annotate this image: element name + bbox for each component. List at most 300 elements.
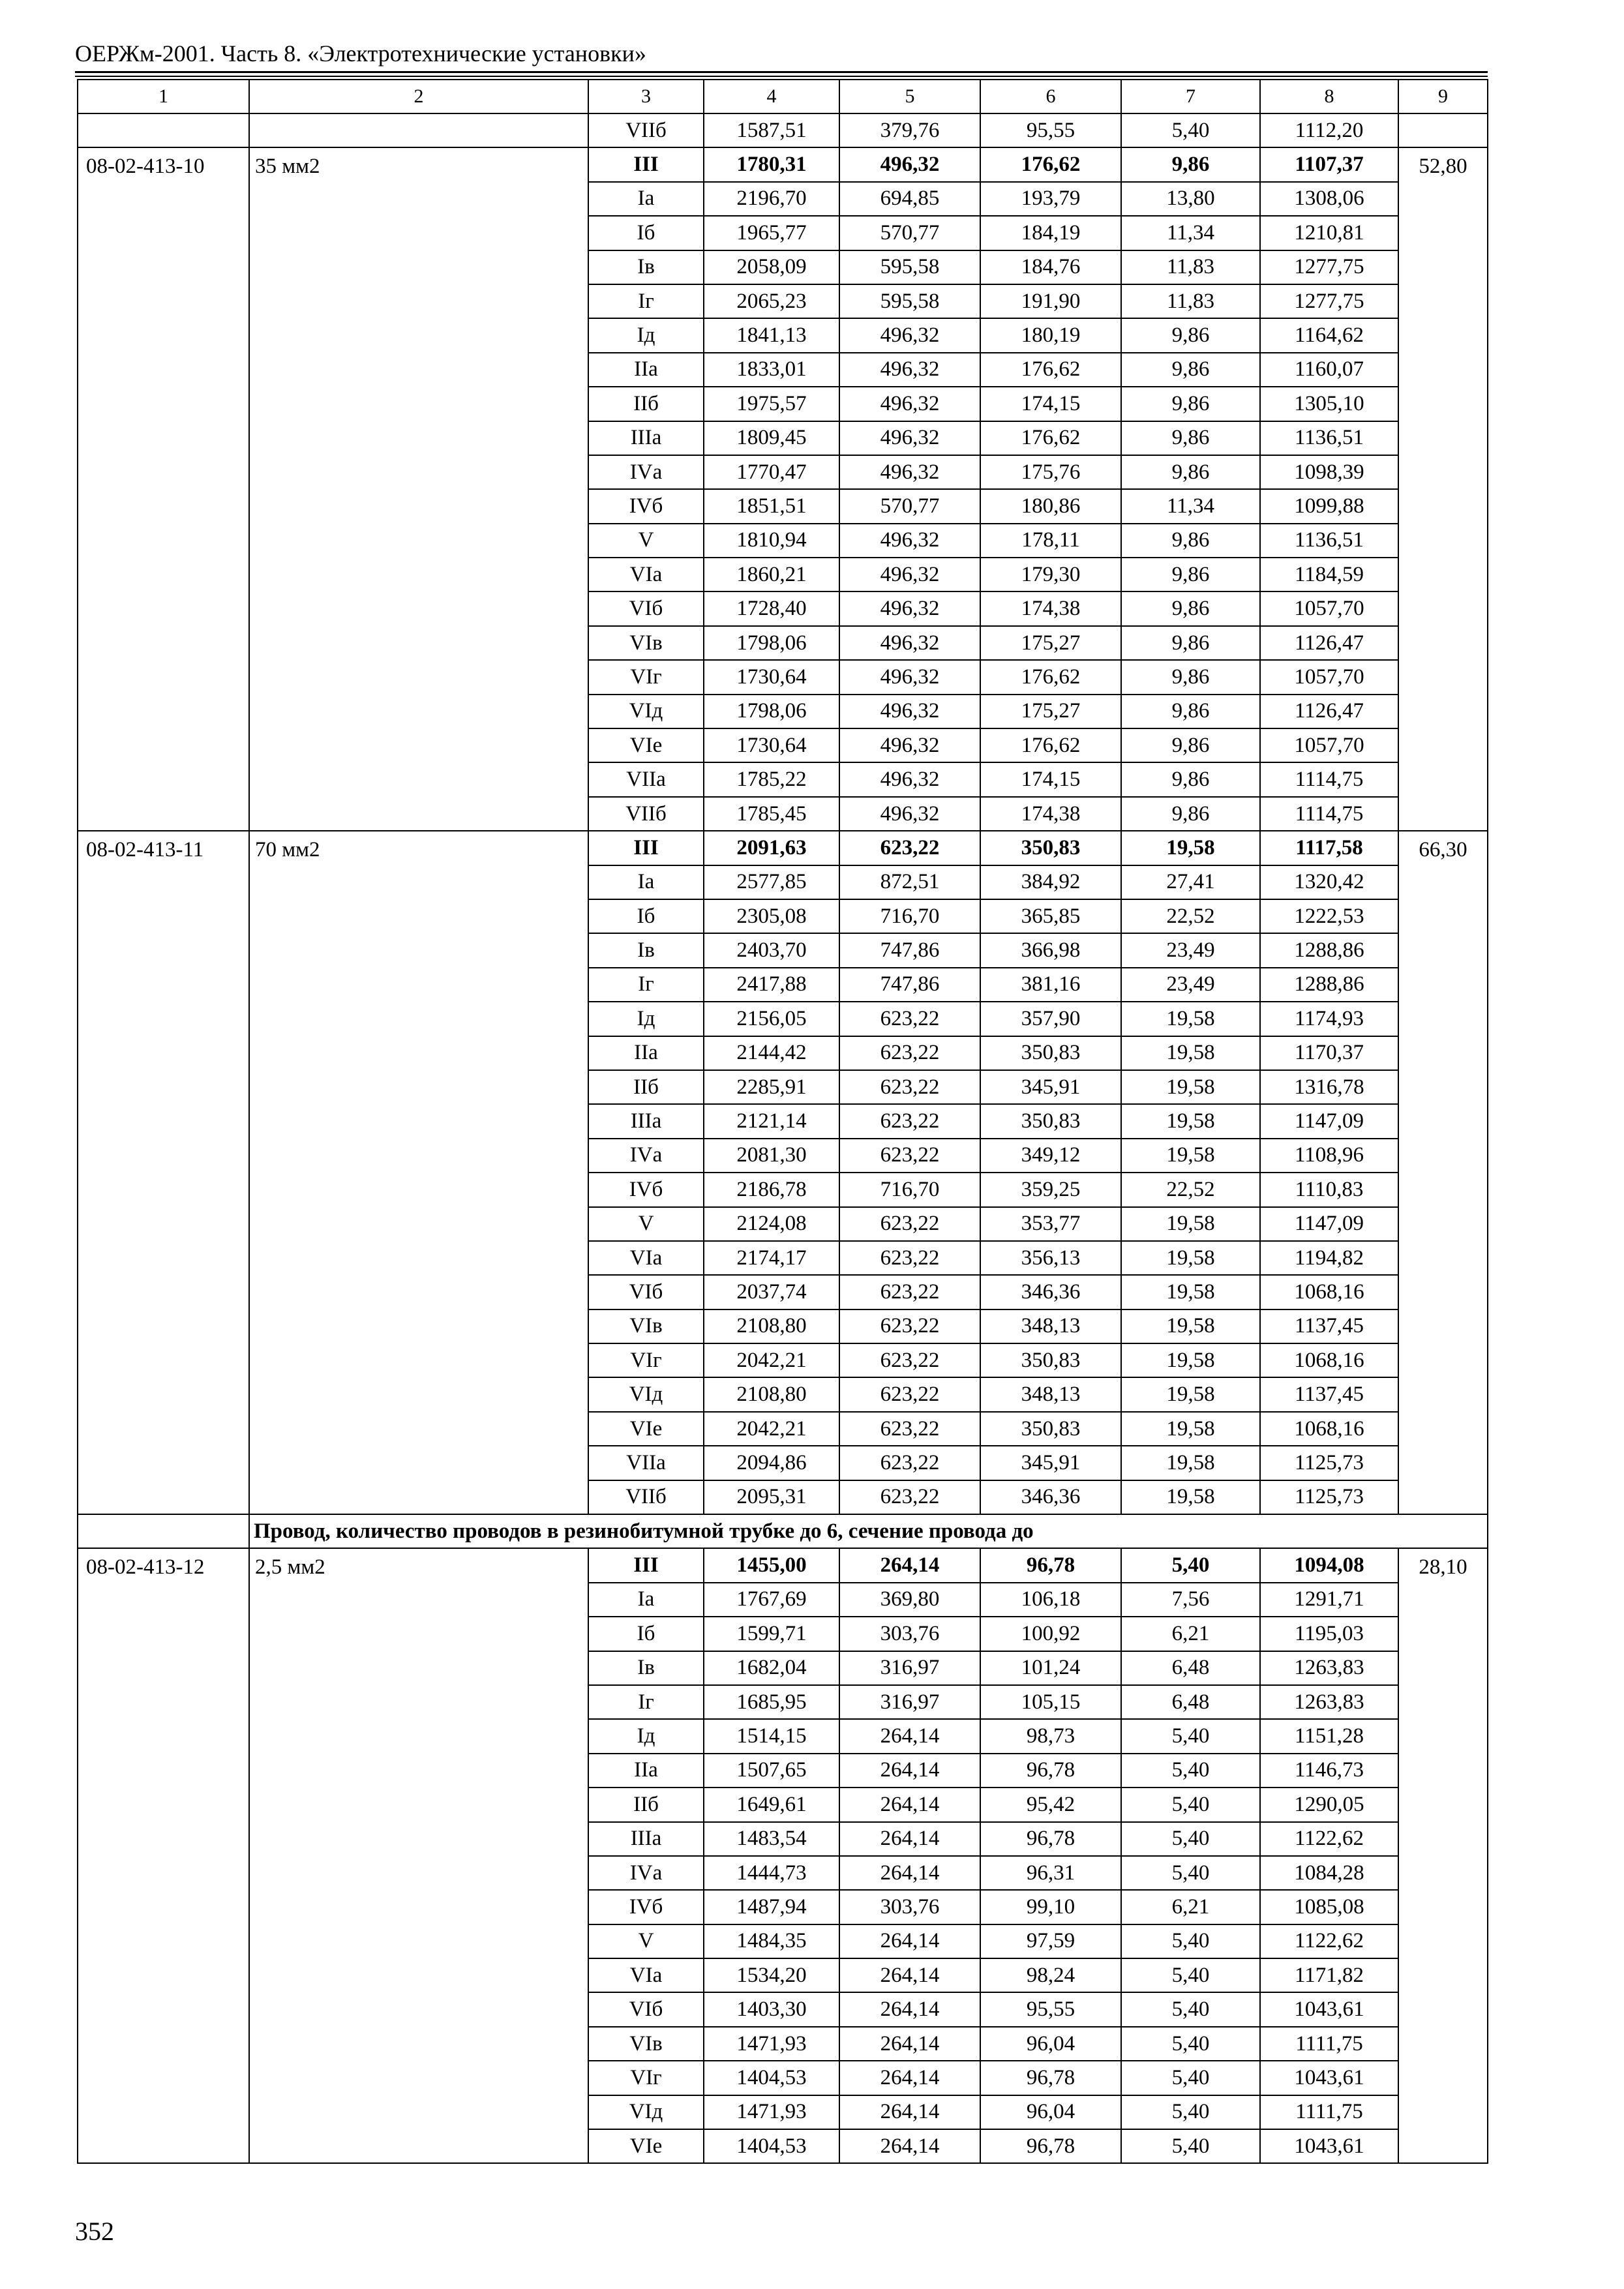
value-cell: 356,13 <box>980 1241 1121 1275</box>
zone-cell: VIв <box>588 626 704 660</box>
rates-table <box>77 79 1488 2164</box>
zone-cell: Iг <box>588 284 704 318</box>
zone-cell: VIе <box>588 728 704 762</box>
value-cell: 2121,14 <box>704 1104 839 1138</box>
value-cell: 180,86 <box>980 489 1121 523</box>
value-cell: 264,14 <box>839 2129 980 2163</box>
value-cell: 2042,21 <box>704 1343 839 1377</box>
zone-cell: VIIа <box>588 762 704 796</box>
value-cell: 369,80 <box>839 1583 980 1617</box>
value-cell: 366,98 <box>980 933 1121 967</box>
value-cell: 1098,39 <box>1260 455 1398 489</box>
value-cell: 2186,78 <box>704 1173 839 1206</box>
zone-cell: Iа <box>588 865 704 899</box>
value-cell: 1112,20 <box>1260 113 1398 147</box>
zone-cell: IVб <box>588 489 704 523</box>
value-cell: 264,14 <box>839 1924 980 1958</box>
value-cell: 1043,61 <box>1260 2129 1398 2163</box>
value-cell: 1860,21 <box>704 558 839 591</box>
value-cell: 19,58 <box>1121 1139 1260 1173</box>
value-cell: 96,04 <box>980 2027 1121 2061</box>
value-cell: 5,40 <box>1121 2061 1260 2095</box>
value-cell: 9,86 <box>1121 421 1260 455</box>
value-cell: 1975,57 <box>704 387 839 421</box>
value-cell: 1288,86 <box>1260 968 1398 1002</box>
value-cell: 350,83 <box>980 1036 1121 1070</box>
value-cell: 1767,69 <box>704 1583 839 1617</box>
value-cell: 264,14 <box>839 1788 980 1821</box>
value-cell: 1487,94 <box>704 1890 839 1924</box>
value-cell: 1587,51 <box>704 113 839 147</box>
zone-cell: Iа <box>588 182 704 216</box>
value-cell: 19,58 <box>1121 1036 1260 1070</box>
value-cell: 2174,17 <box>704 1241 839 1275</box>
value-cell: 6,48 <box>1121 1685 1260 1719</box>
value-cell: 381,16 <box>980 968 1121 1002</box>
value-cell: 379,76 <box>839 113 980 147</box>
value-cell: 623,22 <box>839 1070 980 1104</box>
value-cell: 1728,40 <box>704 591 839 625</box>
value-cell: 99,10 <box>980 1890 1121 1924</box>
value-cell: 19,58 <box>1121 1207 1260 1241</box>
zone-cell: VIIб <box>588 1480 704 1514</box>
zone-cell: VIд <box>588 2095 704 2129</box>
value-cell: 13,80 <box>1121 182 1260 216</box>
value-cell: 2081,30 <box>704 1139 839 1173</box>
value-cell: 303,76 <box>839 1890 980 1924</box>
value-cell: 5,40 <box>1121 2027 1260 2061</box>
value-cell: 350,83 <box>980 831 1121 865</box>
value-cell: 346,36 <box>980 1275 1121 1309</box>
value-cell: 1043,61 <box>1260 2061 1398 2095</box>
value-cell: 1798,06 <box>704 626 839 660</box>
value-cell: 22,52 <box>1121 1173 1260 1206</box>
value-cell: 180,19 <box>980 318 1121 352</box>
value-cell: 1841,13 <box>704 318 839 352</box>
value-cell: 1170,37 <box>1260 1036 1398 1070</box>
zone-cell: VIе <box>588 2129 704 2163</box>
value-cell: 1851,51 <box>704 489 839 523</box>
zone-cell: Iд <box>588 1002 704 1036</box>
value-cell: 496,32 <box>839 421 980 455</box>
section-cell: 2,5 мм2 <box>249 1548 588 2163</box>
zone-cell: VIг <box>588 660 704 694</box>
value-cell: 9,86 <box>1121 626 1260 660</box>
zone-cell: Iб <box>588 216 704 250</box>
zone-cell: Iд <box>588 1719 704 1753</box>
zone-cell: Iв <box>588 1651 704 1685</box>
column-number: 6 <box>980 80 1121 113</box>
zone-cell: VIг <box>588 1343 704 1377</box>
value-cell: 106,18 <box>980 1583 1121 1617</box>
value-cell: 264,14 <box>839 1754 980 1788</box>
zone-cell: IVа <box>588 1856 704 1890</box>
value-cell: 19,58 <box>1121 1343 1260 1377</box>
value-cell: 1057,70 <box>1260 591 1398 625</box>
value-cell: 345,91 <box>980 1070 1121 1104</box>
value-cell: 357,90 <box>980 1002 1121 1036</box>
value-cell: 1111,75 <box>1260 2095 1398 2129</box>
value-cell: 1126,47 <box>1260 626 1398 660</box>
value-cell: 5,40 <box>1121 1548 1260 1582</box>
value-cell: 2417,88 <box>704 968 839 1002</box>
value-cell: 1122,62 <box>1260 1924 1398 1958</box>
value-cell: 1305,10 <box>1260 387 1398 421</box>
value-cell: 95,55 <box>980 113 1121 147</box>
value-cell: 2108,80 <box>704 1377 839 1411</box>
value-cell: 623,22 <box>839 1377 980 1411</box>
value-cell: 1125,73 <box>1260 1446 1398 1480</box>
value-cell: 623,22 <box>839 1207 980 1241</box>
value-cell: 496,32 <box>839 524 980 558</box>
zone-cell: VIа <box>588 558 704 591</box>
value-cell: 9,86 <box>1121 797 1260 831</box>
value-cell: 9,86 <box>1121 524 1260 558</box>
value-cell: 6,48 <box>1121 1651 1260 1685</box>
column-number: 7 <box>1121 80 1260 113</box>
value-cell: 570,77 <box>839 489 980 523</box>
value-cell: 1730,64 <box>704 660 839 694</box>
value-cell: 496,32 <box>839 591 980 625</box>
zone-cell: VIд <box>588 695 704 728</box>
value-cell: 98,73 <box>980 1719 1121 1753</box>
value-cell: 496,32 <box>839 762 980 796</box>
value-cell: 1277,75 <box>1260 284 1398 318</box>
value-cell: 716,70 <box>839 899 980 933</box>
value-cell: 496,32 <box>839 695 980 728</box>
zone-cell: IIа <box>588 1036 704 1070</box>
value-cell: 2058,09 <box>704 250 839 284</box>
value-cell: 365,85 <box>980 899 1121 933</box>
value-cell: 9,86 <box>1121 695 1260 728</box>
value-cell: 95,42 <box>980 1788 1121 1821</box>
value-cell: 747,86 <box>839 933 980 967</box>
value-cell: 1174,93 <box>1260 1002 1398 1036</box>
column-number: 5 <box>839 80 980 113</box>
zone-cell: VIб <box>588 1275 704 1309</box>
value-cell: 9,86 <box>1121 728 1260 762</box>
value-cell: 19,58 <box>1121 1309 1260 1343</box>
value-cell: 27,41 <box>1121 865 1260 899</box>
zone-cell: VIIб <box>588 113 704 147</box>
value-cell: 19,58 <box>1121 1412 1260 1446</box>
value-cell: 11,34 <box>1121 489 1260 523</box>
value-cell: 96,78 <box>980 1822 1121 1856</box>
value-cell: 176,62 <box>980 421 1121 455</box>
zone-cell: VIб <box>588 1992 704 2026</box>
value-cell: 623,22 <box>839 1412 980 1446</box>
value-cell: 179,30 <box>980 558 1121 591</box>
value-cell: 496,32 <box>839 728 980 762</box>
value-cell: 2156,05 <box>704 1002 839 1036</box>
value-cell: 716,70 <box>839 1173 980 1206</box>
value-cell: 316,97 <box>839 1685 980 1719</box>
value-cell: 1137,45 <box>1260 1309 1398 1343</box>
column-number: 9 <box>1398 80 1488 113</box>
value-cell: 2577,85 <box>704 865 839 899</box>
value-cell: 1320,42 <box>1260 865 1398 899</box>
value-cell: 5,40 <box>1121 1992 1260 2026</box>
value-cell: 184,19 <box>980 216 1121 250</box>
value-cell: 9,86 <box>1121 455 1260 489</box>
value-cell: 174,38 <box>980 591 1121 625</box>
zone-cell: VIд <box>588 1377 704 1411</box>
value-cell: 178,11 <box>980 524 1121 558</box>
value-cell: 1770,47 <box>704 455 839 489</box>
value-cell: 1068,16 <box>1260 1343 1398 1377</box>
value-cell: 96,78 <box>980 2061 1121 2095</box>
value-cell: 1108,96 <box>1260 1139 1398 1173</box>
value-cell: 264,14 <box>839 1958 980 1992</box>
zone-cell: III <box>588 1548 704 1582</box>
value-cell: 100,92 <box>980 1617 1121 1651</box>
value-cell: 350,83 <box>980 1412 1121 1446</box>
value-cell: 2095,31 <box>704 1480 839 1514</box>
value-cell: 2094,86 <box>704 1446 839 1480</box>
zone-cell: V <box>588 524 704 558</box>
value-cell: 496,32 <box>839 147 980 181</box>
value-cell: 193,79 <box>980 182 1121 216</box>
value-cell: 19,58 <box>1121 1275 1260 1309</box>
value-cell: 1455,00 <box>704 1548 839 1582</box>
value-cell: 1290,05 <box>1260 1788 1398 1821</box>
value-cell: 350,83 <box>980 1104 1121 1138</box>
zone-cell: IIб <box>588 1070 704 1104</box>
zone-cell: III <box>588 831 704 865</box>
value-cell: 1682,04 <box>704 1651 839 1685</box>
value-cell: 264,14 <box>839 1822 980 1856</box>
value-cell: 23,49 <box>1121 968 1260 1002</box>
value-cell: 105,15 <box>980 1685 1121 1719</box>
table-row <box>78 147 1488 181</box>
column-number: 8 <box>1260 80 1398 113</box>
value-cell: 1160,07 <box>1260 353 1398 387</box>
value-cell: 1146,73 <box>1260 1754 1398 1788</box>
value-cell: 1483,54 <box>704 1822 839 1856</box>
table-row <box>78 831 1488 865</box>
value-cell: 1785,22 <box>704 762 839 796</box>
code-cell: 08-02-413-11 <box>78 831 249 1514</box>
value-cell: 1114,75 <box>1260 797 1398 831</box>
value-cell: 1222,53 <box>1260 899 1398 933</box>
value-cell: 9,86 <box>1121 660 1260 694</box>
value-cell: 1277,75 <box>1260 250 1398 284</box>
zone-cell: IIIа <box>588 1104 704 1138</box>
value-cell: 623,22 <box>839 1241 980 1275</box>
value-cell: 1136,51 <box>1260 421 1398 455</box>
code-cell: 08-02-413-10 <box>78 147 249 831</box>
value-cell: 348,13 <box>980 1377 1121 1411</box>
zone-cell: V <box>588 1207 704 1241</box>
header-rule <box>75 71 1488 73</box>
value-cell: 264,14 <box>839 2061 980 2095</box>
value-cell: 5,40 <box>1121 2095 1260 2129</box>
value-cell: 176,62 <box>980 660 1121 694</box>
value-cell: 1111,75 <box>1260 2027 1398 2061</box>
value-cell: 11,83 <box>1121 284 1260 318</box>
value-cell: 191,90 <box>980 284 1121 318</box>
value-cell: 176,62 <box>980 147 1121 181</box>
value-cell: 264,14 <box>839 1548 980 1582</box>
zone-cell: IIIа <box>588 1822 704 1856</box>
value-cell: 747,86 <box>839 968 980 1002</box>
value-cell: 623,22 <box>839 1446 980 1480</box>
value-cell: 1068,16 <box>1260 1412 1398 1446</box>
value-cell: 96,31 <box>980 1856 1121 1890</box>
value-cell: 872,51 <box>839 865 980 899</box>
value-cell: 1126,47 <box>1260 695 1398 728</box>
value-cell: 623,22 <box>839 1275 980 1309</box>
value-cell: 1195,03 <box>1260 1617 1398 1651</box>
value-cell: 96,78 <box>980 2129 1121 2163</box>
value-cell: 1649,61 <box>704 1788 839 1821</box>
value-cell: 2037,74 <box>704 1275 839 1309</box>
value-cell: 1107,37 <box>1260 147 1398 181</box>
value-cell: 1084,28 <box>1260 1856 1398 1890</box>
value-cell: 7,56 <box>1121 1583 1260 1617</box>
value-cell: 1057,70 <box>1260 728 1398 762</box>
value-cell: 98,24 <box>980 1958 1121 1992</box>
value-cell: 1147,09 <box>1260 1207 1398 1241</box>
value-cell: 349,12 <box>980 1139 1121 1173</box>
value-cell: 174,38 <box>980 797 1121 831</box>
value-cell: 1125,73 <box>1260 1480 1398 1514</box>
value-cell: 1043,61 <box>1260 1992 1398 2026</box>
value-cell: 496,32 <box>839 626 980 660</box>
value-cell: 496,32 <box>839 660 980 694</box>
value-cell: 345,91 <box>980 1446 1121 1480</box>
value-cell: 1184,59 <box>1260 558 1398 591</box>
zone-cell: Iв <box>588 933 704 967</box>
value-cell: 1599,71 <box>704 1617 839 1651</box>
value-cell: 1085,08 <box>1260 1890 1398 1924</box>
zone-cell: IVб <box>588 1173 704 1206</box>
value-cell: 1833,01 <box>704 353 839 387</box>
value-cell: 2144,42 <box>704 1036 839 1070</box>
value-cell: 623,22 <box>839 1480 980 1514</box>
value-cell: 1068,16 <box>1260 1275 1398 1309</box>
value-cell: 1785,45 <box>704 797 839 831</box>
zone-cell: IVа <box>588 1139 704 1173</box>
value-cell: 9,86 <box>1121 387 1260 421</box>
value-cell: 384,92 <box>980 865 1121 899</box>
value-cell: 2065,23 <box>704 284 839 318</box>
value-cell: 264,14 <box>839 1719 980 1753</box>
value-cell: 176,62 <box>980 353 1121 387</box>
value-cell: 623,22 <box>839 831 980 865</box>
value-cell: 1210,81 <box>1260 216 1398 250</box>
value-cell: 623,22 <box>839 1002 980 1036</box>
value-cell: 1171,82 <box>1260 1958 1398 1992</box>
value-cell: 174,15 <box>980 762 1121 796</box>
page-number: 352 <box>75 2217 114 2246</box>
value-cell: 1057,70 <box>1260 660 1398 694</box>
zone-cell: VIв <box>588 2027 704 2061</box>
value-cell: 19,58 <box>1121 1070 1260 1104</box>
value-cell: 496,32 <box>839 318 980 352</box>
value-cell: 6,21 <box>1121 1617 1260 1651</box>
value-cell: 1122,62 <box>1260 1822 1398 1856</box>
value-cell: 19,58 <box>1121 1446 1260 1480</box>
value-cell: 303,76 <box>839 1617 980 1651</box>
column-number: 2 <box>249 80 588 113</box>
value-cell: 9,86 <box>1121 762 1260 796</box>
value-cell: 1965,77 <box>704 216 839 250</box>
value-cell: 1534,20 <box>704 1958 839 1992</box>
value-cell: 1114,75 <box>1260 762 1398 796</box>
value-cell: 2403,70 <box>704 933 839 967</box>
value-cell: 5,40 <box>1121 1719 1260 1753</box>
value-cell: 1137,45 <box>1260 1377 1398 1411</box>
value-cell: 96,78 <box>980 1548 1121 1582</box>
zone-cell: IIб <box>588 387 704 421</box>
column-number: 3 <box>588 80 704 113</box>
value-cell: 496,32 <box>839 353 980 387</box>
value-cell: 5,40 <box>1121 1958 1260 1992</box>
value-cell: 9,86 <box>1121 353 1260 387</box>
value-cell: 595,58 <box>839 284 980 318</box>
value-cell: 1404,53 <box>704 2061 839 2095</box>
value-cell: 1403,30 <box>704 1992 839 2026</box>
zone-cell: IIIа <box>588 421 704 455</box>
column-number: 4 <box>704 80 839 113</box>
value-cell: 175,27 <box>980 626 1121 660</box>
zone-cell: Iб <box>588 899 704 933</box>
value-cell: 623,22 <box>839 1139 980 1173</box>
value-cell: 1110,83 <box>1260 1173 1398 1206</box>
zone-cell: Iд <box>588 318 704 352</box>
value-cell: 1730,64 <box>704 728 839 762</box>
zone-cell: VIе <box>588 1412 704 1446</box>
zone-cell: Iг <box>588 1685 704 1719</box>
value-cell: 2285,91 <box>704 1070 839 1104</box>
code-cell <box>78 113 249 147</box>
rate-cell: 28,10 <box>1398 1548 1488 2163</box>
column-number: 1 <box>78 80 249 113</box>
value-cell: 5,40 <box>1121 2129 1260 2163</box>
value-cell: 623,22 <box>839 1343 980 1377</box>
value-cell: 5,40 <box>1121 1822 1260 1856</box>
value-cell: 95,55 <box>980 1992 1121 2026</box>
value-cell: 1194,82 <box>1260 1241 1398 1275</box>
value-cell: 694,85 <box>839 182 980 216</box>
value-cell: 1514,15 <box>704 1719 839 1753</box>
value-cell: 264,14 <box>839 1856 980 1890</box>
value-cell: 595,58 <box>839 250 980 284</box>
value-cell: 175,76 <box>980 455 1121 489</box>
value-cell: 623,22 <box>839 1104 980 1138</box>
page-header: ОЕРЖм-2001. Часть 8. «Электротехнические установки» <box>75 40 646 67</box>
zone-cell: VIа <box>588 1958 704 1992</box>
group-heading-row <box>78 1514 1488 1548</box>
value-cell: 184,76 <box>980 250 1121 284</box>
value-cell: 359,25 <box>980 1173 1121 1206</box>
section-cell: 35 мм2 <box>249 147 588 831</box>
column-number-row <box>78 80 1488 113</box>
value-cell: 9,86 <box>1121 591 1260 625</box>
value-cell: 1099,88 <box>1260 489 1398 523</box>
value-cell: 1444,73 <box>704 1856 839 1890</box>
section-cell: 70 мм2 <box>249 831 588 1514</box>
value-cell: 264,14 <box>839 2027 980 2061</box>
value-cell: 2042,21 <box>704 1412 839 1446</box>
value-cell: 1685,95 <box>704 1685 839 1719</box>
zone-cell: Iв <box>588 250 704 284</box>
value-cell: 1151,28 <box>1260 1719 1398 1753</box>
value-cell: 1316,78 <box>1260 1070 1398 1104</box>
value-cell: 19,58 <box>1121 831 1260 865</box>
value-cell: 348,13 <box>980 1309 1121 1343</box>
